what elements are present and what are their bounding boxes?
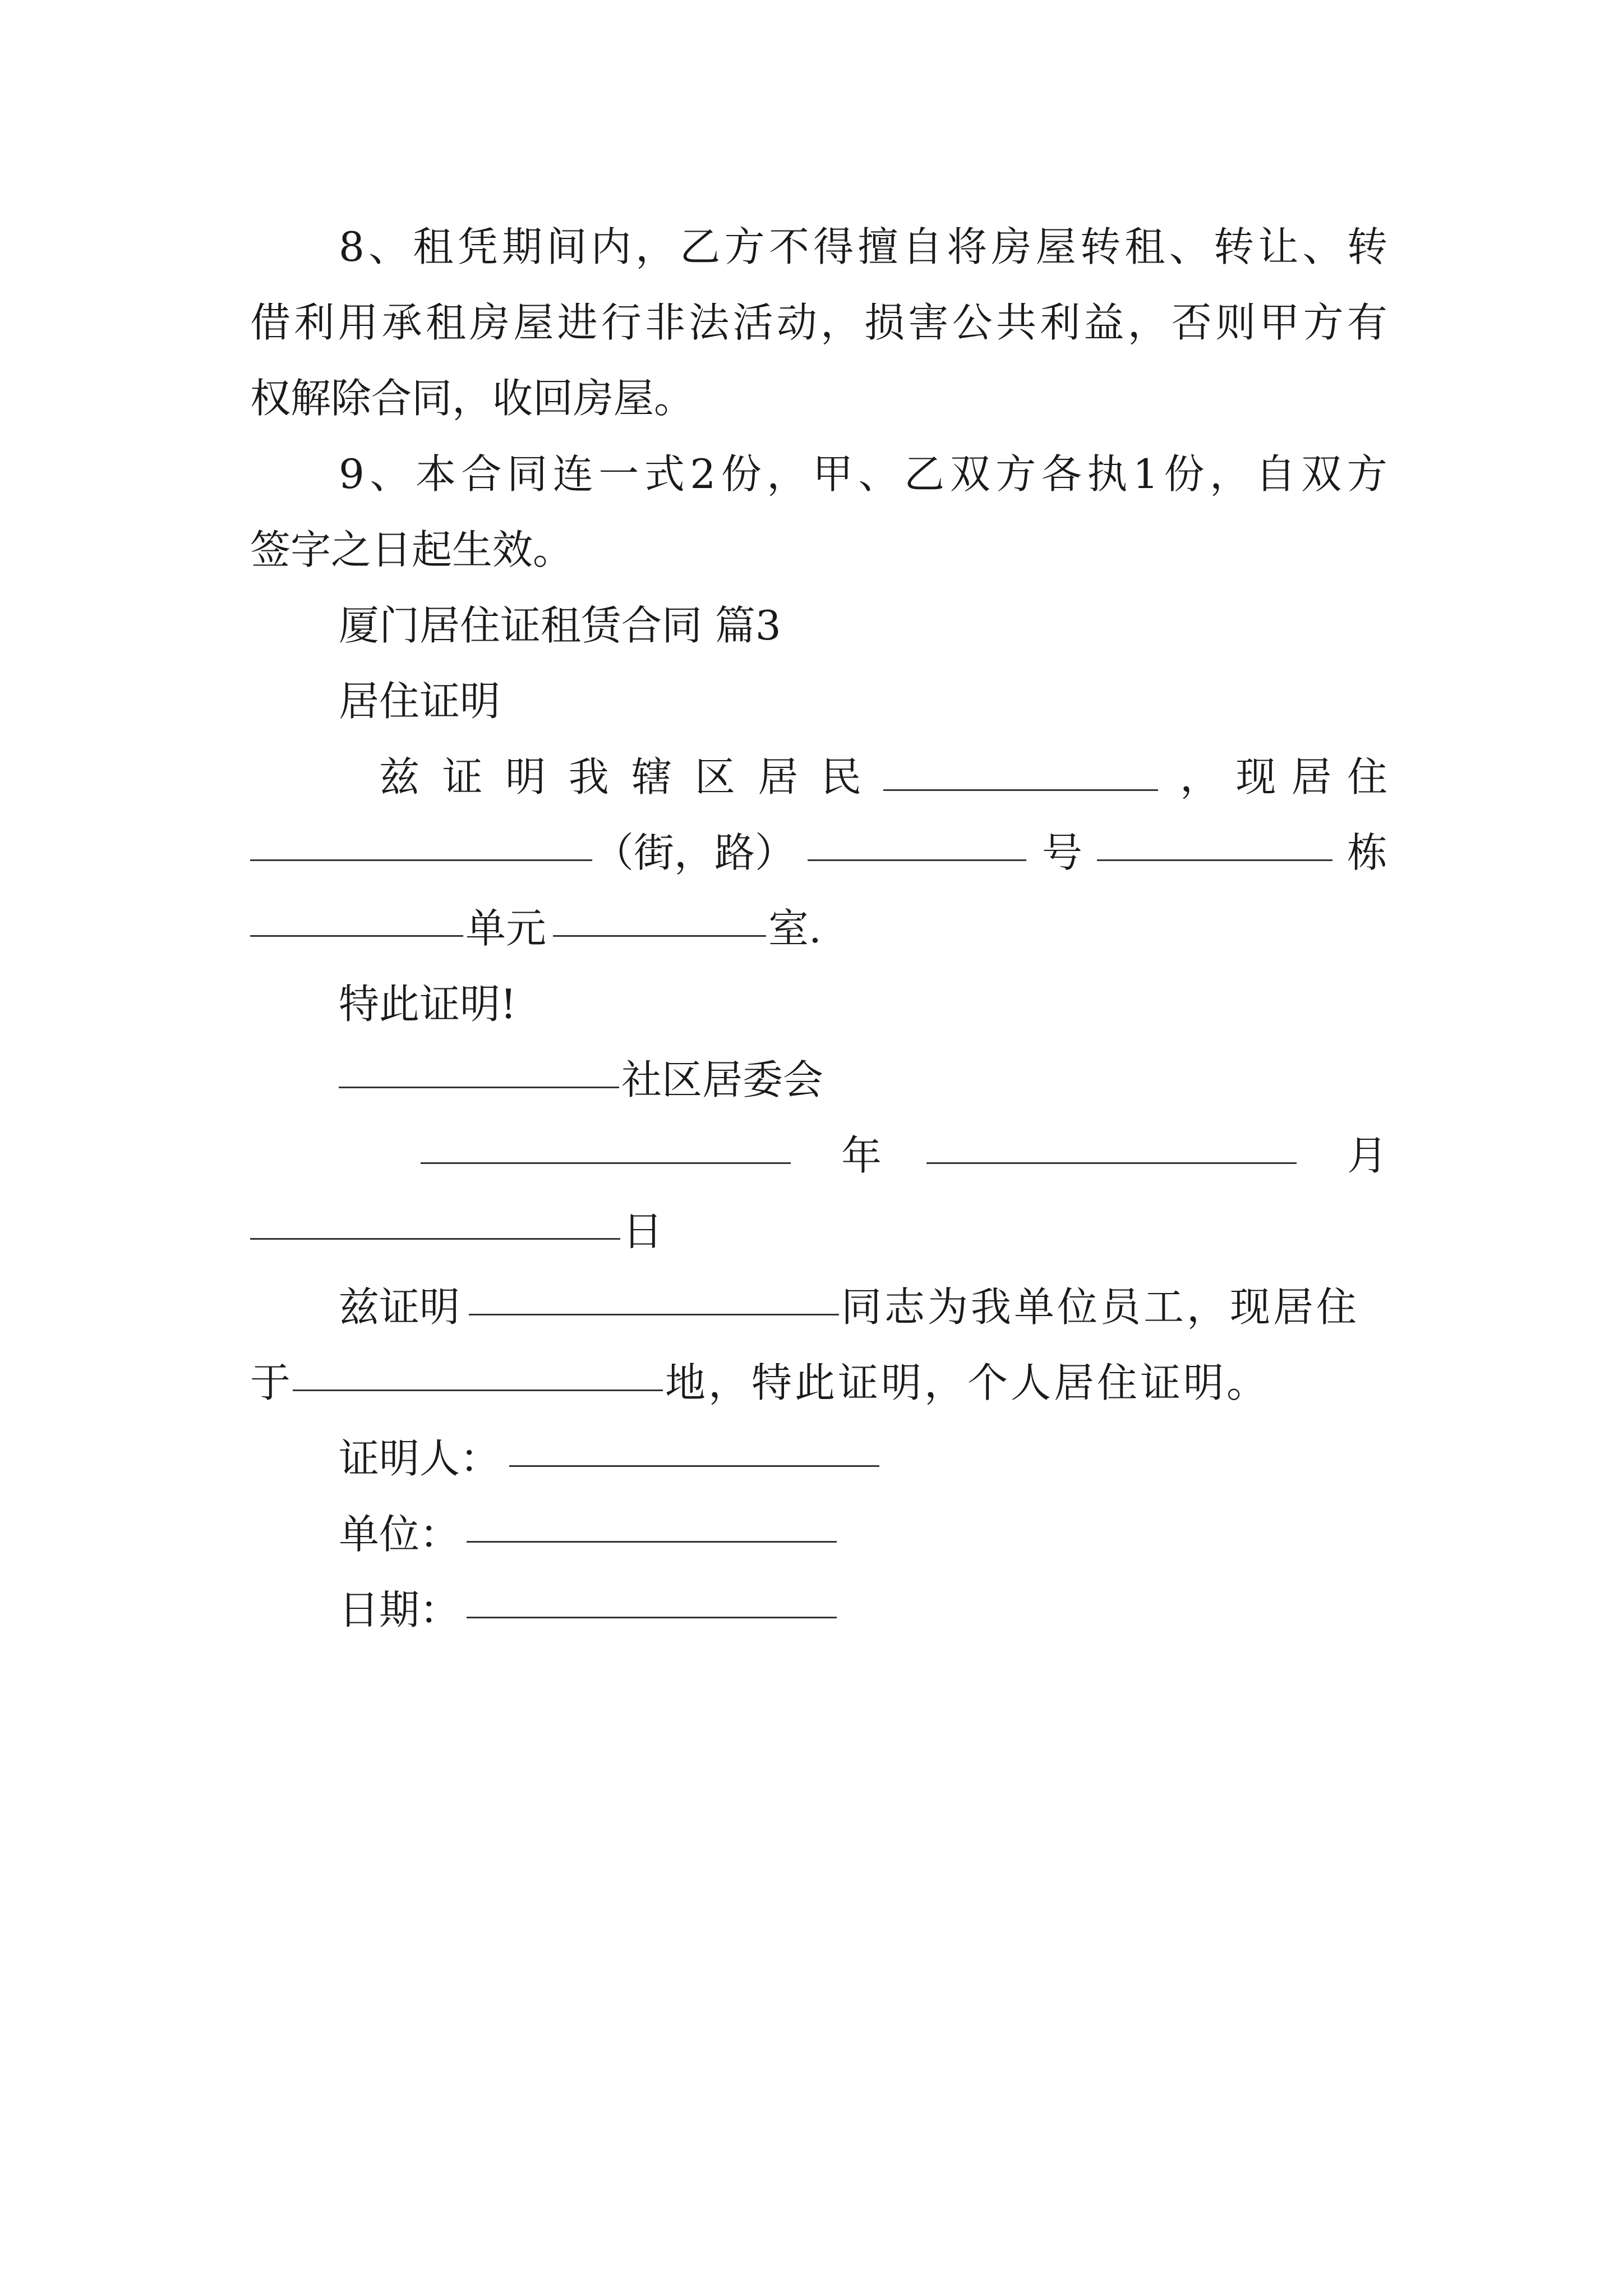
text-char: 同: [507, 450, 548, 498]
text-char: 活: [732, 299, 773, 346]
text-char: 本: [415, 450, 456, 498]
text-char: 1: [1133, 450, 1159, 498]
text-char: 式: [644, 450, 685, 498]
day-label: 日: [623, 1208, 663, 1255]
employer-unit-label: 单位：: [339, 1511, 460, 1558]
text-char: 甲: [812, 450, 853, 498]
text-char: 方: [724, 223, 765, 270]
text-char: 利: [294, 299, 335, 346]
text-char: 我: [568, 753, 609, 800]
committee-label: 社区居委会: [621, 1056, 824, 1103]
text-char: 执: [1087, 450, 1128, 498]
text-char: 租: [1124, 223, 1165, 270]
text-char: 行: [601, 299, 642, 346]
text-char: 方: [1347, 450, 1387, 498]
section-title: 厦门居住证租赁合同 篇3: [339, 602, 781, 649]
text-char: ，: [1180, 753, 1221, 800]
text-char: 凭: [457, 223, 498, 270]
text-char: 共: [995, 299, 1036, 346]
text-char: 方: [1303, 299, 1344, 346]
building-blank[interactable]: [1097, 825, 1332, 861]
date-label: 日期：: [339, 1586, 460, 1634]
text-char: 证: [442, 753, 483, 800]
year-label: 年: [841, 1132, 882, 1179]
para-9-line-1: [339, 446, 1387, 502]
text-char: 租: [413, 223, 454, 270]
month-label: 月: [1347, 1132, 1388, 1179]
text-char: 辖: [631, 753, 672, 800]
cert-residence-line-2: [250, 825, 1387, 881]
date-blank[interactable]: [467, 1582, 837, 1618]
text-char: 份: [721, 450, 762, 498]
text-char: 居: [1291, 753, 1332, 800]
text-char: 将: [947, 223, 988, 270]
text-char: 公: [952, 299, 993, 346]
text-char: 承: [381, 299, 422, 346]
text-char: 各: [1041, 450, 1082, 498]
text-char: ，: [767, 450, 808, 498]
certifier-line: [339, 1430, 1012, 1487]
date-line-day: [250, 1203, 811, 1259]
text-char: 得: [813, 223, 854, 270]
text-char: 进: [557, 299, 598, 346]
text-char: 期: [502, 223, 543, 270]
para-8-line-3: 权解除合同，收回房屋。: [250, 375, 695, 422]
text-char: 甲: [1259, 299, 1300, 346]
text-char: 连: [552, 450, 593, 498]
employee-name-blank[interactable]: [469, 1279, 839, 1315]
text-char: 一: [598, 450, 639, 498]
text-char: 民: [820, 753, 861, 800]
current-residence-text: [1180, 749, 1387, 805]
text-char: 方: [995, 450, 1036, 498]
text-char: 屋: [1035, 223, 1076, 270]
text-char: 房: [991, 223, 1032, 270]
text-char: 兹: [379, 753, 420, 800]
text-char: 害: [908, 299, 949, 346]
text-char: ，: [1209, 450, 1250, 498]
text-char: 合: [461, 450, 502, 498]
text-char: 内: [591, 223, 631, 270]
employee-cert-line-1: [339, 1279, 1387, 1335]
text-char: 利: [1040, 299, 1081, 346]
text-char: 、: [368, 223, 409, 270]
text-char: 、: [370, 450, 411, 498]
cert-intro-text: [379, 749, 861, 805]
cert-title: 居住证明: [339, 678, 501, 725]
text-char: 居: [758, 753, 799, 800]
cert-residence-line-3: [250, 900, 923, 956]
text-char: 动: [776, 299, 817, 346]
text-char: ，: [1127, 299, 1168, 346]
text-char: 有: [1347, 299, 1387, 346]
text-char: 法: [689, 299, 730, 346]
text-char: 转: [1214, 223, 1255, 270]
street-blank[interactable]: [250, 825, 592, 861]
unit-label: 单元: [465, 905, 547, 952]
text-char: 自: [902, 223, 943, 270]
text-char: 间: [546, 223, 587, 270]
unit-blank[interactable]: [250, 900, 463, 937]
text-char: 转: [1080, 223, 1121, 270]
text-char: 否: [1171, 299, 1212, 346]
para-8-line-2: [250, 295, 1387, 351]
text-char: 乙: [904, 450, 945, 498]
para-8-line-1: [339, 219, 1387, 275]
text-char: ，: [635, 223, 676, 270]
text-char: 乙: [680, 223, 721, 270]
para-9-line-2: 签字之日起生效。: [250, 526, 574, 573]
certifier-blank[interactable]: [509, 1430, 879, 1467]
text-char: 损: [864, 299, 905, 346]
street-label: （街，路）: [593, 829, 796, 876]
text-char: 转: [1347, 223, 1387, 270]
employee-cert-text: 同志为我单位员工，现居住: [841, 1283, 1360, 1331]
text-char: 自: [1255, 450, 1296, 498]
text-char: ，: [820, 299, 861, 346]
text-char: 明: [505, 753, 546, 800]
text-char: 屋: [513, 299, 554, 346]
unit-line: [339, 1506, 1012, 1562]
text-char: 则: [1215, 299, 1256, 346]
text-char: 、: [858, 450, 899, 498]
employee-cert-intro: 兹证明: [339, 1283, 460, 1331]
text-char: 住: [1347, 753, 1387, 800]
room-blank[interactable]: [553, 900, 766, 937]
text-char: 双: [949, 450, 990, 498]
text-char: 2: [690, 450, 716, 498]
text-char: 8: [339, 223, 365, 270]
text-char: 9: [339, 450, 365, 498]
year-blank[interactable]: [421, 1128, 791, 1164]
employee-cert-line-2: [250, 1355, 1387, 1411]
text-char: 租: [425, 299, 466, 346]
text-char: 用: [338, 299, 379, 346]
text-char: 益: [1083, 299, 1124, 346]
employee-cert-closing: 地，特此证明，个人居住证明。: [665, 1359, 1270, 1406]
text-char: 让: [1258, 223, 1299, 270]
building-label: 栋: [1347, 829, 1388, 876]
text-char: 不: [768, 223, 809, 270]
resident-name-blank[interactable]: [883, 754, 1158, 791]
committee-line: [339, 1052, 900, 1108]
month-blank[interactable]: [926, 1128, 1297, 1164]
text-char: 、: [1302, 223, 1343, 270]
day-blank[interactable]: [250, 1203, 620, 1240]
text-char: 非: [645, 299, 686, 346]
cert-special-note: 特此证明!: [339, 981, 517, 1028]
text-char: 、: [1169, 223, 1210, 270]
date-line-year-month: [250, 1128, 1387, 1184]
committee-blank[interactable]: [339, 1052, 619, 1088]
text-char: 区: [694, 753, 735, 800]
employer-unit-blank[interactable]: [467, 1506, 837, 1543]
employee-cert-yu: 于: [250, 1359, 291, 1406]
text-char: 擅: [857, 223, 898, 270]
text-char: 房: [469, 299, 510, 346]
address-blank[interactable]: [293, 1355, 663, 1391]
number-label: 号: [1042, 829, 1083, 876]
text-char: 借: [250, 299, 291, 346]
text-char: 双: [1301, 450, 1342, 498]
text-char: 份: [1164, 450, 1205, 498]
certifier-label: 证明人：: [339, 1435, 501, 1482]
cert-residence-line-1: [379, 749, 1387, 805]
room-label: 室.: [768, 905, 822, 952]
date-line: [339, 1582, 1012, 1638]
number-blank[interactable]: [808, 825, 1026, 861]
text-char: 现: [1235, 753, 1276, 800]
